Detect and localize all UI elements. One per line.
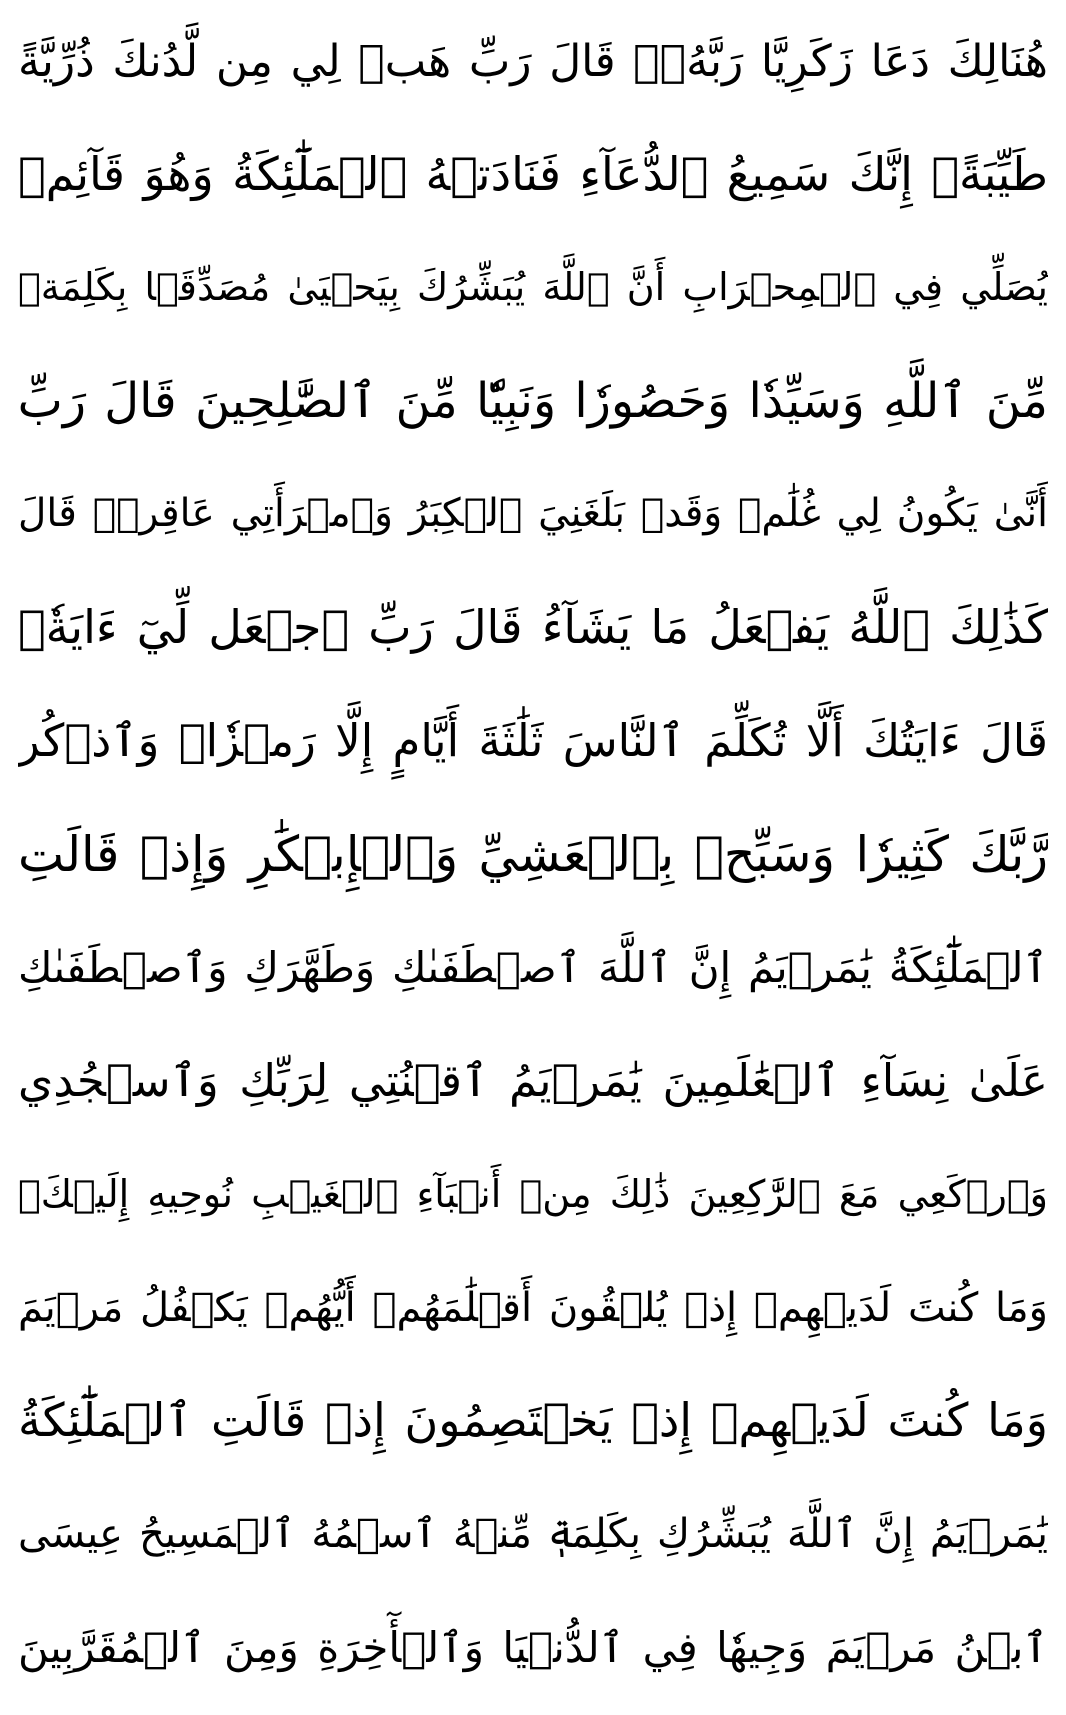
text-line-14	[18, 1481, 1048, 1587]
text-line-12	[18, 1255, 1048, 1361]
verse-text: يَٰمَرۡيَمُ إِنَّ ٱللَّهَ يُبَشِّرُكِ بِكَلِمَةٖ مِّنۡهُ ٱسۡمُهُ ٱلۡمَسِيحُ عِيسَى	[18, 1511, 1048, 1558]
text-line-10	[18, 1028, 1048, 1134]
verse-text: قَالَ ءَايَتُكَ أَلَّا تُكَلِّمَ ٱلنَّاسَ ثَلَٰثَةَ أَيَّامٍ إِلَّا رَمۡزٗاۗ وَٱذۡكُر	[18, 713, 1048, 767]
verse-text: رَّبَّكَ كَثِيرٗا وَسَبِّحۡ بِٱلۡعَشِيِّ وَٱلۡإِبۡكَٰرِ وَإِذۡ قَالَتِ	[18, 825, 1048, 883]
text-line-3	[18, 235, 1048, 341]
text-line-5	[18, 461, 1048, 567]
text-line-7	[18, 688, 1048, 794]
verse-text: كَذَٰلِكَ ٱللَّهُ يَفۡعَلُ مَا يَشَآءُ قَالَ رَبِّ ٱجۡعَل لِّيٓ ءَايَةٗۖ	[18, 599, 1048, 654]
verse-text: وَٱرۡكَعِي مَعَ ٱلرَّٰكِعِينَ ذَٰلِكَ مِنۡ أَنۢبَآءِ ٱلۡغَيۡبِ نُوحِيهِ إِلَيۡكَۚ	[18, 1171, 1048, 1216]
text-lines	[18, 8, 1048, 1701]
verse-text: هُنَالِكَ دَعَا زَكَرِيَّا رَبَّهُۥۖ قَالَ رَبِّ هَبۡ لِي مِن لَّدُنكَ ذُرِّيَّةً	[18, 35, 1048, 87]
text-line-15	[18, 1595, 1048, 1701]
text-line-6	[18, 575, 1048, 681]
verse-text: طَيِّبَةًۖ إِنَّكَ سَمِيعُ ٱلدُّعَآءِ فَنَادَتۡهُ ٱلۡمَلَٰٓئِكَةُ وَهُوَ قَآئِمٞ	[18, 146, 1048, 201]
text-line-13	[18, 1368, 1048, 1474]
text-line-1	[18, 8, 1048, 114]
verse-text: وَمَا كُنتَ لَدَيۡهِمۡ إِذۡ يُلۡقُونَ أَقۡلَٰمَهُمۡ أَيُّهُمۡ يَكۡفُلُ مَرۡيَمَ	[18, 1284, 1048, 1331]
verse-text: عَلَىٰ نِسَآءِ ٱلۡعَٰلَمِينَ يَٰمَرۡيَمُ ٱقۡنُتِي لِرَبِّكِ وَٱسۡجُدِي	[18, 1053, 1048, 1107]
text-line-2	[18, 121, 1048, 227]
text-line-8	[18, 801, 1048, 907]
verse-text: مِّنَ ٱللَّهِ وَسَيِّدٗا وَحَصُورٗا وَنَبِيّٗا مِّنَ ٱلصَّٰلِحِينَ قَالَ رَبِّ	[18, 373, 1048, 430]
verse-text: ٱبۡنُ مَرۡيَمَ وَجِيهٗا فِي ٱلدُّنۡيَا وَٱلۡأٓخِرَةِ وَمِنَ ٱلۡمُقَرَّبِينَ	[18, 1622, 1048, 1672]
verse-text: وَمَا كُنتَ لَدَيۡهِمۡ إِذۡ يَخۡتَصِمُونَ إِذۡ قَالَتِ ٱلۡمَلَٰٓئِكَةُ	[18, 1393, 1048, 1448]
verse-text: يُصَلِّي فِي ٱلۡمِحۡرَابِ أَنَّ ٱللَّهَ يُبَشِّرُكَ بِيَحۡيَىٰ مُصَدِّقَۢا بِكَلِمَةٖ	[18, 264, 1048, 309]
text-line-4	[18, 348, 1048, 454]
text-line-11	[18, 1141, 1048, 1247]
verse-text: ٱلۡمَلَٰٓئِكَةُ يَٰمَرۡيَمُ إِنَّ ٱللَّهَ ٱصۡطَفَىٰكِ وَطَهَّرَكِ وَٱصۡطَفَىٰكِ	[18, 942, 1048, 992]
text-line-9	[18, 915, 1048, 1021]
verse-text: أَنَّىٰ يَكُونُ لِي غُلَٰمٞ وَقَدۡ بَلَغَنِيَ ٱلۡكِبَرُ وَٱمۡرَأَتِي عَاقِرٞۖ قَالَ	[18, 491, 1048, 536]
